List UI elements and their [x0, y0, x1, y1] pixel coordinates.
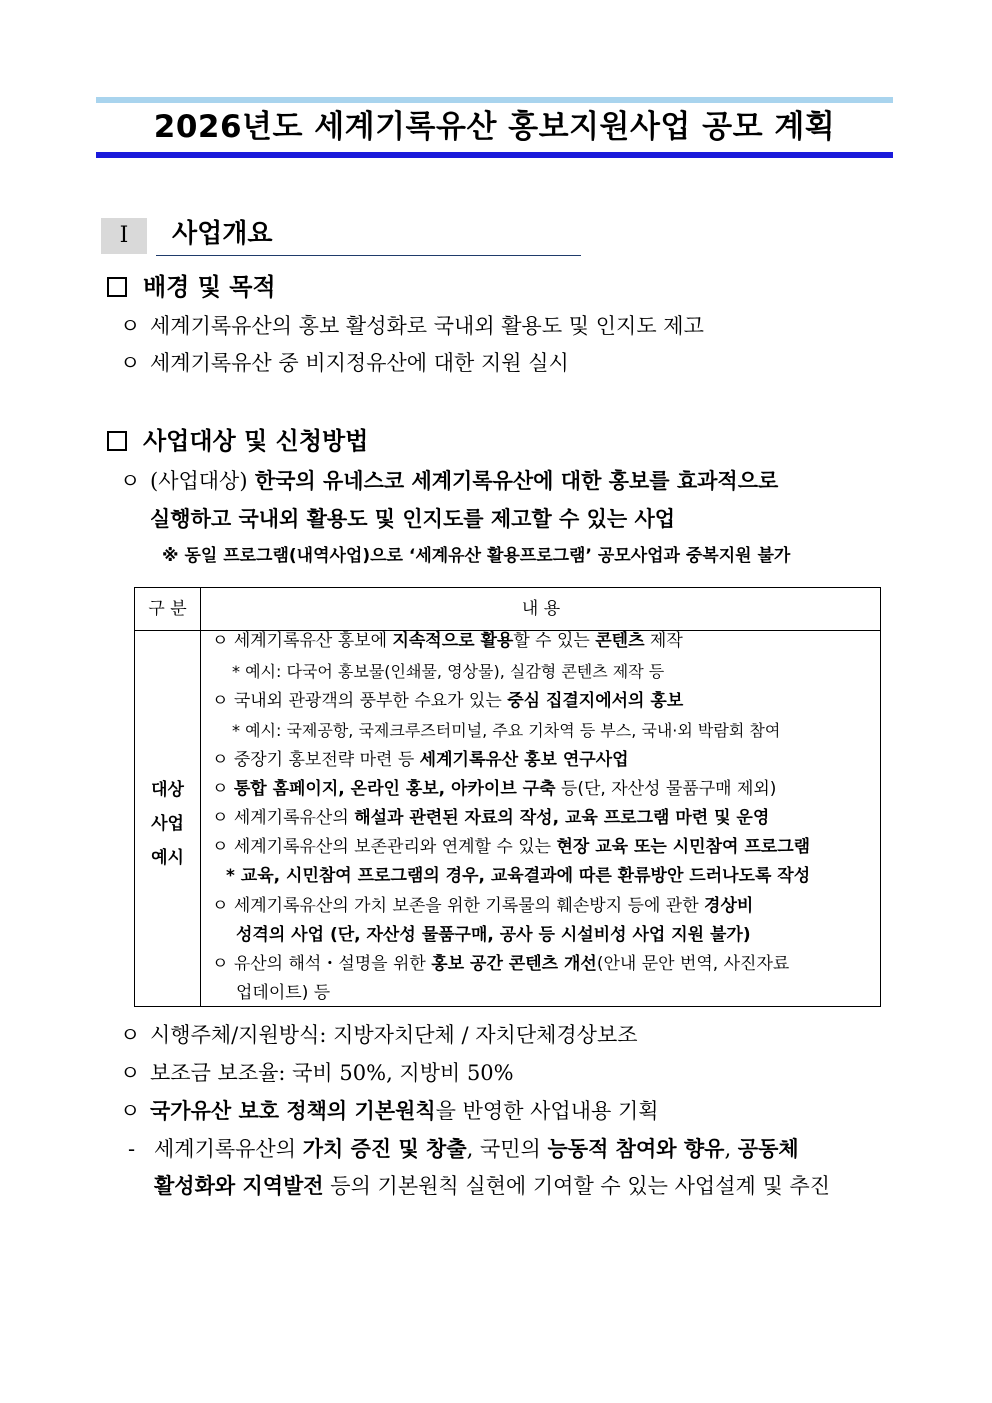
section-title: 사업개요: [172, 219, 273, 249]
row-label-line-3: 예시: [151, 848, 184, 868]
t8b: 현장 교육 또는 시민참여 프로그램: [556, 837, 811, 857]
t3b: 중심 집결지에서의 홍보: [507, 691, 684, 711]
t7b: 해설과 관련된 자료의 작성, 교육 프로그램 마련 및 운영: [354, 808, 770, 828]
background-item-1-text: 세계기록유산의 홍보 활성화로 국내외 활용도 및 인지도 제고: [150, 314, 704, 338]
table-line-12: [212, 951, 789, 977]
t1e: 제작: [644, 631, 683, 651]
table-line-4: * 예시: 국제공항, 국제크루즈터미널, 주요 기차역 등 부스, 국내·외 박람회 참여: [232, 721, 781, 740]
t9: * 교육, 시민참여 프로그램의 경우, 교육결과에 따른 환류방안 드러나도록 작성: [226, 866, 811, 886]
target-heading: [107, 425, 368, 457]
title-bottom-bar: [96, 152, 893, 158]
table-line-2: * 예시: 다국어 홍보물(인쇄물, 영상물), 실감형 콘텐츠 제작 등: [232, 662, 665, 681]
t5a: ㅇ 중장기 홍보전략 마련 등: [212, 750, 420, 770]
table-line-5: [212, 747, 629, 773]
t10b: 경상비: [704, 896, 754, 916]
target-item-cont: [150, 504, 675, 534]
t1c: 할 수 있는: [513, 631, 596, 651]
t12b: 홍보 공간 콘텐츠 개선: [431, 954, 597, 974]
table-line-10: [212, 893, 753, 919]
t10a: ㅇ 세계기록유산의 가치 보존을 위한 기록물의 훼손방지 등에 관한: [212, 896, 705, 916]
t6b: 통합 홈페이지, 온라인 홍보, 아카이브 구축: [233, 779, 556, 799]
table-line-7: [212, 805, 769, 831]
target-item-bold-1: 한국의 유네스코 세계기록유산에 대한 홍보를 효과적으로: [247, 469, 779, 493]
row-label-line-2: 사업: [151, 814, 184, 834]
background-item-2: [120, 348, 569, 378]
d2b: 등의 기본원칙 실현에 기여할 수 있는 사업설계 및 추진: [323, 1174, 830, 1198]
circle-bullet-icon: ㅇ: [120, 469, 141, 493]
after-detail-2: [154, 1171, 830, 1201]
t1d: 콘텐츠: [595, 631, 645, 651]
table-line-6: [212, 776, 776, 802]
table-line-1: [212, 628, 683, 654]
circle-bullet-icon: ㅇ: [120, 351, 141, 375]
t12c: (안내 문안 번역, 사진자료: [596, 954, 790, 974]
document-title: 2026년도 세계기록유산 홍보지원사업 공모 계획: [153, 109, 836, 145]
t6a: ㅇ: [212, 779, 234, 799]
d2a: 활성화와 지역발전: [154, 1174, 324, 1198]
background-heading-text: 배경 및 목적: [143, 273, 276, 301]
circle-bullet-icon: ㅇ: [120, 1061, 141, 1085]
table-line-13: 업데이트) 등: [236, 983, 331, 1003]
checkbox-square-icon: [107, 277, 127, 297]
d1c: , 국민의: [466, 1137, 548, 1161]
dash-bullet-icon: -: [128, 1137, 136, 1161]
after-item-1-text: 시행주체/지원방식: 지방자치단체 / 자치단체경상보조: [150, 1023, 638, 1047]
table-line-3: [212, 688, 683, 714]
t12a: ㅇ 유산의 해석・설명을 위한: [212, 954, 432, 974]
t11: 성격의 사업 (단, 자산성 물품구매, 공사 등 시설비성 사업 지원 불가): [236, 925, 751, 945]
table-header-category: 구 분: [148, 599, 187, 619]
target-note: ※ 동일 프로그램(내역사업)으로 ‘세계유산 활용프로그램’ 공모사업과 중복지원 불가: [162, 546, 791, 566]
after-item-3: [120, 1096, 659, 1126]
d1b: 가치 증진 및 창출: [302, 1137, 467, 1161]
d1f: 공동체: [737, 1137, 799, 1161]
row-label-line-1: 대상: [151, 780, 184, 800]
t5b: 세계기록유산 홍보 연구사업: [419, 750, 629, 770]
target-heading-text: 사업대상 및 신청방법: [143, 427, 369, 455]
background-heading: [107, 271, 276, 303]
t3a: ㅇ 국내외 관광객의 풍부한 수요가 있는: [212, 691, 508, 711]
table-column-divider: [200, 588, 201, 1006]
d1e: ,: [724, 1137, 738, 1161]
after-item-3-bold: 국가유산 보호 정책의 기본원칙: [150, 1099, 436, 1123]
t6c: 등(단, 자산성 물품구매 제외): [555, 779, 777, 799]
after-item-3-text: 을 반영한 사업내용 기획: [435, 1099, 659, 1123]
table-line-8: [212, 834, 810, 860]
section-underline: [156, 255, 581, 256]
table-line-11: [236, 922, 751, 948]
after-item-2: [120, 1058, 514, 1088]
table-line-9: [226, 863, 810, 889]
target-item-bold-2: 실행하고 국내외 활용도 및 인지도를 제고할 수 있는 사업: [150, 507, 676, 531]
background-item-2-text: 세계기록유산 중 비지정유산에 대한 지원 실시: [150, 351, 569, 375]
table-row-label: [135, 773, 200, 875]
d1d: 능동적 참여와 향유: [547, 1137, 725, 1161]
t7a: ㅇ 세계기록유산의: [212, 808, 355, 828]
t1b: 지속적으로 활용: [392, 631, 514, 651]
t1a: ㅇ 세계기록유산 홍보에: [212, 631, 393, 651]
d1a: 세계기록유산의: [154, 1137, 303, 1161]
after-item-1: [120, 1020, 638, 1050]
t8a: ㅇ 세계기록유산의 보존관리와 연계할 수 있는: [212, 837, 557, 857]
after-detail-1: [128, 1134, 799, 1164]
circle-bullet-icon: ㅇ: [120, 1023, 141, 1047]
title-top-bar: [96, 97, 893, 103]
background-item-1: [120, 311, 704, 341]
table-header-content: 내 용: [521, 599, 561, 619]
after-item-2-text: 보조금 보조율: 국비 50%, 지방비 50%: [150, 1061, 514, 1085]
circle-bullet-icon: ㅇ: [120, 314, 141, 338]
checkbox-square-icon: [107, 431, 127, 451]
circle-bullet-icon: ㅇ: [120, 1099, 141, 1123]
target-item: [120, 466, 778, 496]
section-number: Ⅰ: [101, 218, 147, 254]
target-item-prefix: (사업대상): [150, 469, 248, 493]
